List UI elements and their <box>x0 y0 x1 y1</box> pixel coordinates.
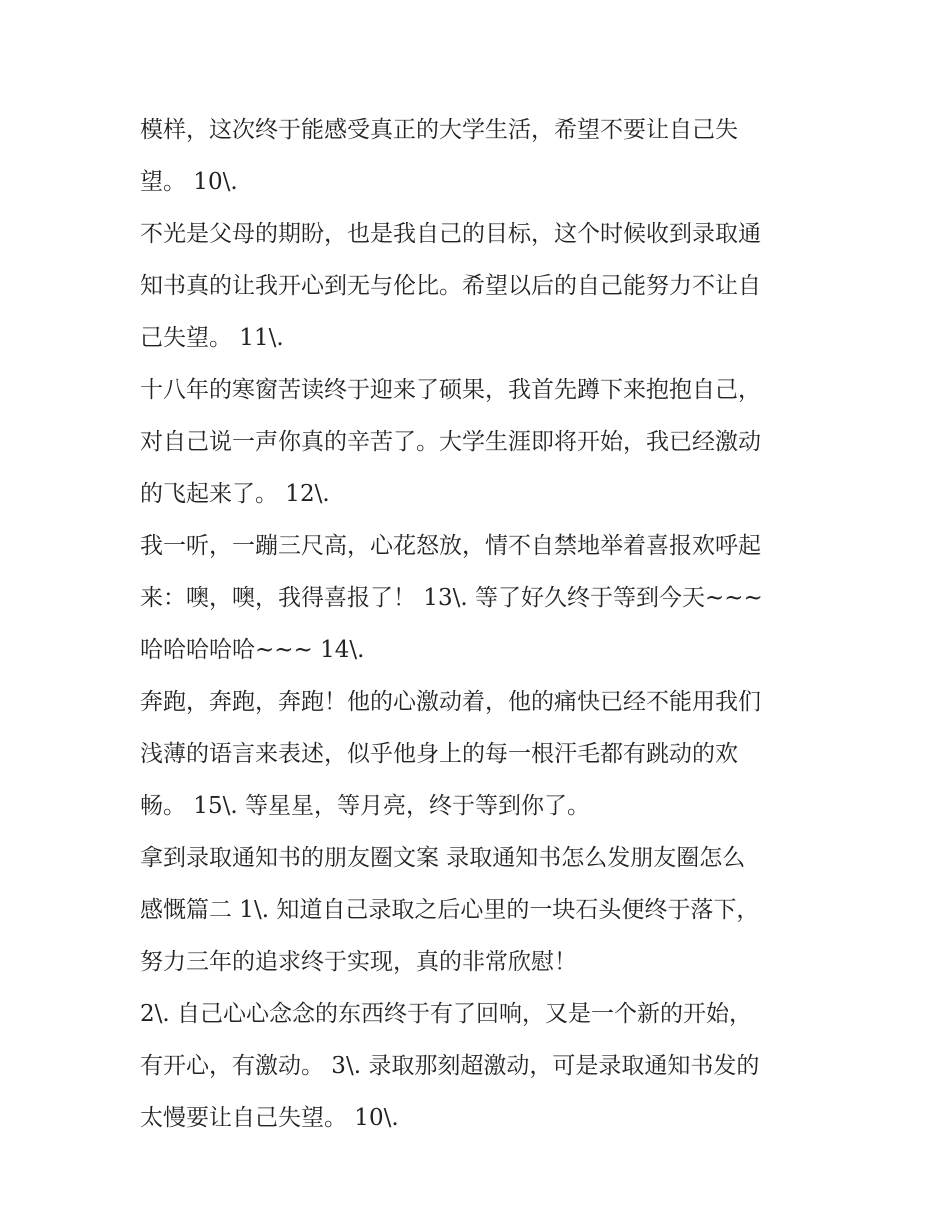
text-line: 望。 10\. <box>140 169 238 195</box>
body-text <box>140 104 830 1144</box>
text-line: 对自己说一声你真的辛苦了。大学生涯即将开始，我已经激动 <box>140 429 761 455</box>
text-line: 模样，这次终于能感受真正的大学生活，希望不要让自己失 <box>140 117 738 143</box>
text-line: 己失望。 11\. <box>140 325 284 351</box>
text-line: 努力三年的追求终于实现，真的非常欣慰！ <box>140 949 577 975</box>
text-line: 拿到录取通知书的朋友圈文案 录取通知书怎么发朋友圈怎么 <box>140 845 746 871</box>
text-line: 哈哈哈哈哈~~~ 14\. <box>140 637 365 663</box>
text-line: 2\. 自己心心念念的东西终于有了回响，又是一个新的开始， <box>140 1001 753 1027</box>
text-line: 不光是父母的期盼，也是我自己的目标，这个时候收到录取通 <box>140 221 761 247</box>
text-line: 有开心，有激动。 3\. 录取那刻超激动，可是录取通知书发的 <box>140 1053 760 1079</box>
text-line: 我一听，一蹦三尺高，心花怒放，情不自禁地举着喜报欢呼起 <box>140 533 761 559</box>
text-line: 畅。 15\. 等星星，等月亮，终于等到你了。 <box>140 793 590 819</box>
text-line: 太慢要让自己失望。 10\. <box>140 1105 399 1131</box>
text-line: 知书真的让我开心到无与伦比。希望以后的自己能努力不让自 <box>140 273 761 299</box>
text-line: 浅薄的语言来表述，似乎他身上的每一根汗毛都有跳动的欢 <box>140 741 738 767</box>
text-line: 来：噢，噢，我得喜报了！ 13\. 等了好久终于等到今天~~~ <box>140 585 763 611</box>
text-line: 的飞起来了。 12\. <box>140 481 330 507</box>
text-line: 感慨篇二 1\. 知道自己录取之后心里的一块石头便终于落下， <box>140 897 760 923</box>
text-line: 十八年的寒窗苦读终于迎来了硕果，我首先蹲下来抱抱自己， <box>140 377 761 403</box>
text-line: 奔跑，奔跑，奔跑！他的心激动着，他的痛快已经不能用我们 <box>140 689 761 715</box>
